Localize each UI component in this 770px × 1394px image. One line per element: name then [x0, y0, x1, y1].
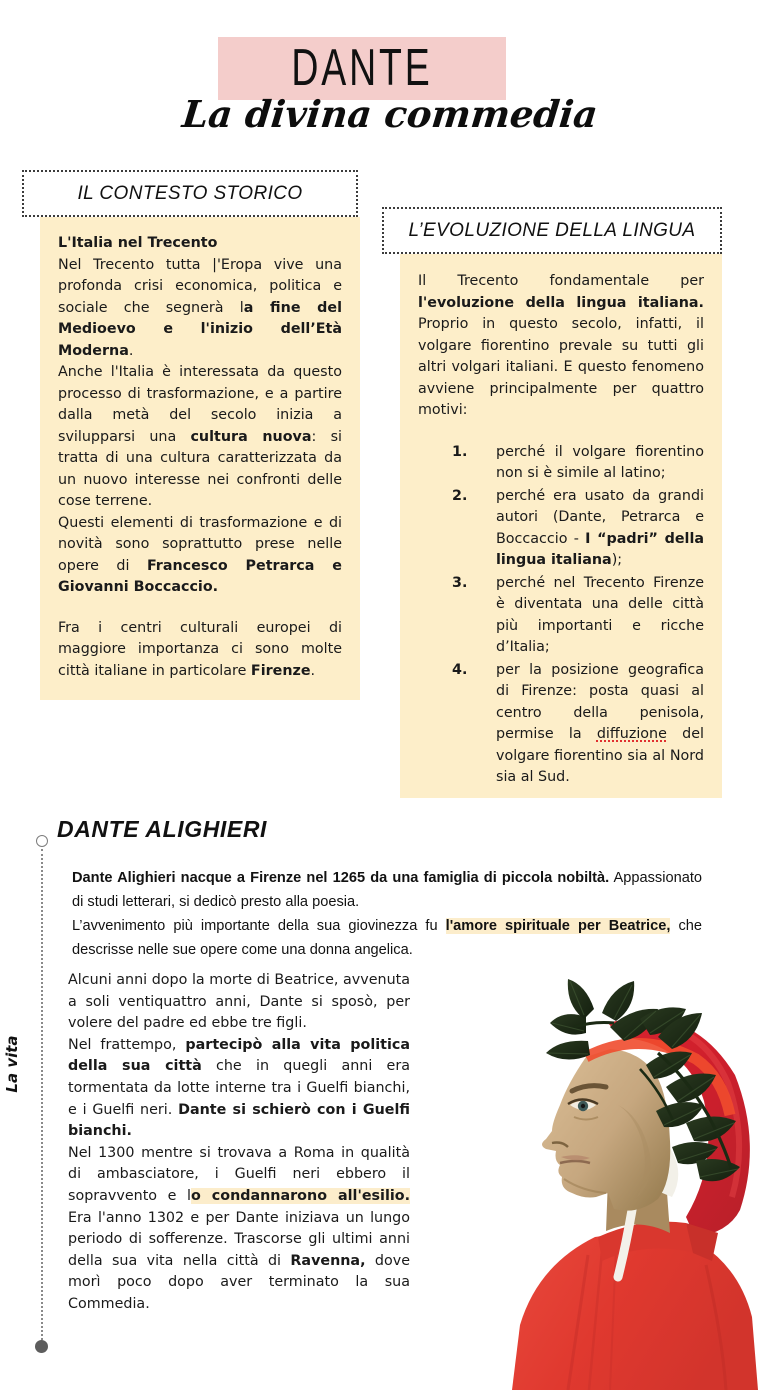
- bio-paragraph-1: Alcuni anni dopo la morte di Beatrice, avvenuta a soli ventiquattro anni, Dante si sposò, per volere del padre ed ebbe tre figli.: [68, 972, 410, 1032]
- lingua-intro-paragraph: Il Trecento fondamentale per l'evoluzione della lingua italiana. Proprio in questo secolo, infatti, il volgare fiorentino prevale su tutti gli altri volgari italiani. E questo fenomeno avviene principalmente per quattro motivi:: [418, 273, 704, 418]
- timeline-marker: [35, 835, 49, 1355]
- header-label-evoluzione-lingua: L’EVOLUZIONE DELLA LINGUA: [408, 219, 696, 241]
- bio-paragraph-2: Nel frattempo, partecipò alla vita politica della sua città che in quegli anni era tormentata da lotte interne tra i Guelfi bianchi, e i Guelfi neri. Dante si schierò con i Guelfi bianchi.: [68, 1036, 411, 1140]
- content-box-evoluzione-lingua: [400, 253, 722, 798]
- timeline-end-dot-icon: [35, 1340, 48, 1353]
- content-box-contesto-storico: [40, 217, 360, 700]
- header-box-evoluzione-lingua: [382, 207, 722, 254]
- section-title-dante-alighieri: DANTE ALIGHIERI: [57, 816, 268, 842]
- contesto-paragraph-2: Anche l'Italia è interessata da questo processo di trasformazione, e a partire dalla metà del secolo inizia a svilupparsi una cultura nuova: si tratta di una cultura caratterizzata da un nuovo interesse nei confronti delle cose terrene.: [58, 364, 342, 509]
- timeline-dotted-line: [41, 849, 43, 1344]
- list-item: perché era usato da grandi autori (Dante, Petrarca e Boccaccio - I “padri” della lingua italiana);: [496, 487, 704, 568]
- page-title: DANTE: [291, 39, 433, 97]
- header-label-contesto-storico: IL CONTESTO STORICO: [77, 182, 303, 204]
- dante-alighieri-portrait: [490, 965, 770, 1390]
- contesto-paragraph-1: Nel Trecento tutta |'Eropa vive una profonda crisi economica, politica e sociale che segnerà la fine del Medioevo e l'inizio dell’Età Moderna.: [58, 256, 342, 359]
- contesto-paragraph-4: Fra i centri culturali europei di maggiore importanza ci sono molte città italiane in particolare Firenze.: [58, 619, 342, 679]
- list-item: perché il volgare fiorentino non si è simile al latino;: [496, 443, 704, 481]
- vertical-label-la-vita: La vita: [3, 1035, 21, 1093]
- lingua-reasons-list: [418, 442, 704, 789]
- bio-paragraph-3: Nel 1300 mentre si trovava a Roma in qualità di ambasciatore, i Guelfi neri ebbero il sopravvento e lo condannarono all'esilio. Era l'anno 1302 e per Dante iniziava un lungo periodo di sofferenze. Trascorse gli ultimi anni della sua vita nella città di Ravenna, dove morì poco dopo aver terminato la sua Commedia.: [68, 1144, 410, 1312]
- spellcheck-misspelled-word: diffuzione: [596, 726, 667, 742]
- timeline-start-circle-icon: [36, 835, 48, 847]
- contesto-paragraph-3: Questi elementi di trasformazione e di novità sono soprattutto prese nelle opere di Francesco Petrarca e Giovanni Boccaccio.: [58, 514, 342, 595]
- contesto-subtitle: L'Italia nel Trecento: [58, 235, 218, 251]
- page-subtitle: La divina commedia: [180, 92, 600, 136]
- dante-intro-paragraph: Dante Alighieri nacque a Firenze nel 1265 da una famiglia di piccola nobiltà. Appassionato di studi letterari, si dedicò presto alla poesia. L’avvenimento più importante della sua giovinezza fu l'amore spirituale per Beatrice, che descrisse nelle sue opere come una donna angelica.: [72, 870, 702, 958]
- dante-biography-column: [68, 970, 410, 1316]
- header-box-contesto-storico: [22, 170, 358, 217]
- list-item: per la posizione geografica di Firenze: posta quasi al centro della penisola, permise la diffuzione del volgare fiorentino sia al Nord sia al Sud.: [496, 661, 704, 785]
- list-item: perché nel Trecento Firenze è diventata una delle città più importanti e ricche d’Italia;: [496, 574, 704, 655]
